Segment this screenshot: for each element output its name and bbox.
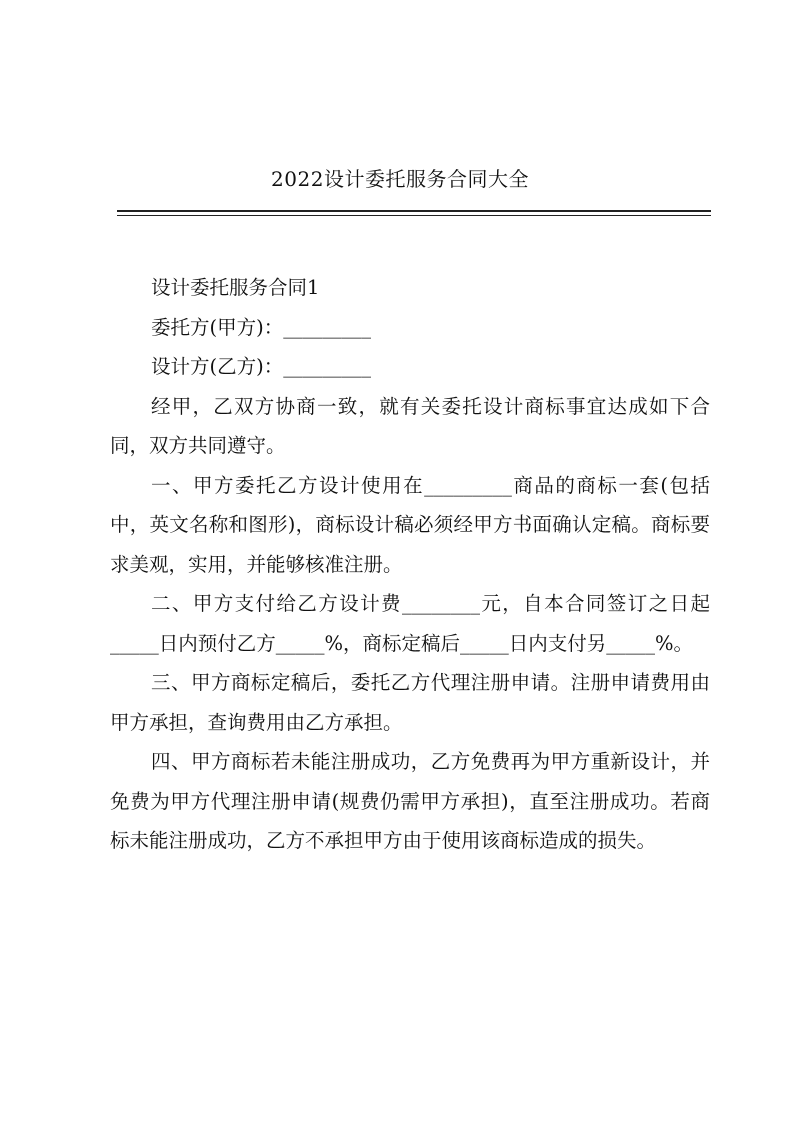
preamble-paragraph: 经甲，乙双方协商一致，就有关委托设计商标事宜达成如下合同，双方共同遵守。 <box>110 394 710 457</box>
clause-2: 二、甲方支付给乙方设计费________元，自本合同签订之日起_____日内预付乙方_____%，商标定稿后_____日内支付另_____%。 <box>110 592 710 655</box>
clause-3: 三、甲方商标定稿后，委托乙方代理注册申请。注册申请费用由甲方承担，查询费用由乙方承担。 <box>110 671 710 734</box>
clause-1: 一、甲方委托乙方设计使用在_________商品的商标一套(包括中，英文名称和图形)，商标设计稿必须经甲方书面确认定稿。商标要求美观，实用，并能够核准注册。 <box>110 473 710 576</box>
party-a-line: 委托方(甲方)：_________ <box>151 315 371 339</box>
title-divider <box>117 210 711 216</box>
clause-4: 四、甲方商标若未能注册成功，乙方免费再为甲方重新设计，并免费为甲方代理注册申请(规费仍需甲方承担)，直至注册成功。若商标未能注册成功，乙方不承担甲方由于使用该商标造成的损失。 <box>110 750 710 852</box>
document-title: 2022设计委托服务合同大全 <box>271 167 529 191</box>
party-b-line: 设计方(乙方)：_________ <box>151 355 371 378</box>
document-body <box>110 268 710 861</box>
contract-heading: 设计委托服务合同1 <box>151 276 320 299</box>
